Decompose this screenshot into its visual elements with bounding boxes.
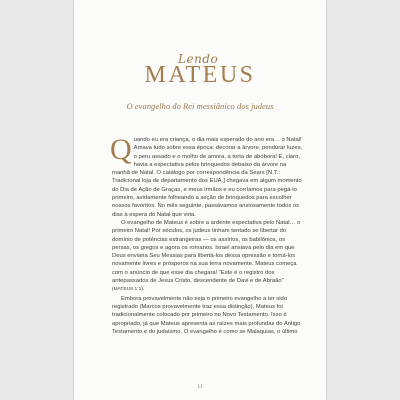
- paragraph-1-text: uando eu era criança, o dia mais esperado do ano era… o Natal! Amava tudo sobre essa época: decorar a árvore, pendurar luzes, o peru assado e o molho de amora, a torta de abóbora! E, claro, havia a expectativa pelos brinquedos debaixo da árvore na manhã de Natal. O catálogo por correspondência da Sears [N.T.: Tradicional loja de departamento dos EUA.] chegava em algum momento do Dia de Ação de Graças, e meus irmãos e eu corríamos para pegá-lo primeiro, avidamente folheando a seção de brinquedos para escolher nossos favoritos. No mês seguinte, passávamos ansiosamente todos os dias à espera do Natal que viria.: [112, 137, 303, 218]
- scripture-reference: (MATEUS 1:1).: [112, 287, 145, 293]
- pre-title: Lendo: [178, 52, 219, 66]
- paragraph-2: [112, 219, 305, 295]
- drop-cap: Q: [110, 133, 132, 166]
- page-title: MATEUS: [144, 62, 256, 88]
- book-page: [74, 0, 326, 400]
- paragraph-2-text: O evangelho de Mateus é sobre a ardente expectativa pelo Natal… o primeiro Natal! Por séculos, os judeus tinham tentado se libertar do domínio de potências estrangeiras — os assírios, os babilônios, os persas, os gregos e agora os romanos. Israel ansiava pelo dia em que Deus enviaria Seu Messias para libertá-los dessa opressão e torná-los novamente livres e prósperos na sua terra novamente. Mateus começa com o anúncio de que esse dia chegara! “Este é o registro dos antepassados de Jesus Cristo, descendente de Davi e de Abraão”: [112, 219, 301, 285]
- paragraph-1: [110, 133, 305, 219]
- chapter-subtitle: O evangelho do Rei messiânico dos judeus: [126, 101, 274, 111]
- paragraph-3: Embora provavelmente não seja o primeiro evangelho a ter sido registrado (Marcos provavelmente traz essa distinção), Mateus foi tradicionalmente colocado por primeiro no Novo Testamento. Isso é apropriado, já que Mateus apresenta as raízes mais profundas do Antigo Testamento e do judaísmo. O evangelho é como se Malaquias, o último: [112, 295, 301, 335]
- body-text: [110, 133, 305, 336]
- page-number: 11: [197, 384, 203, 390]
